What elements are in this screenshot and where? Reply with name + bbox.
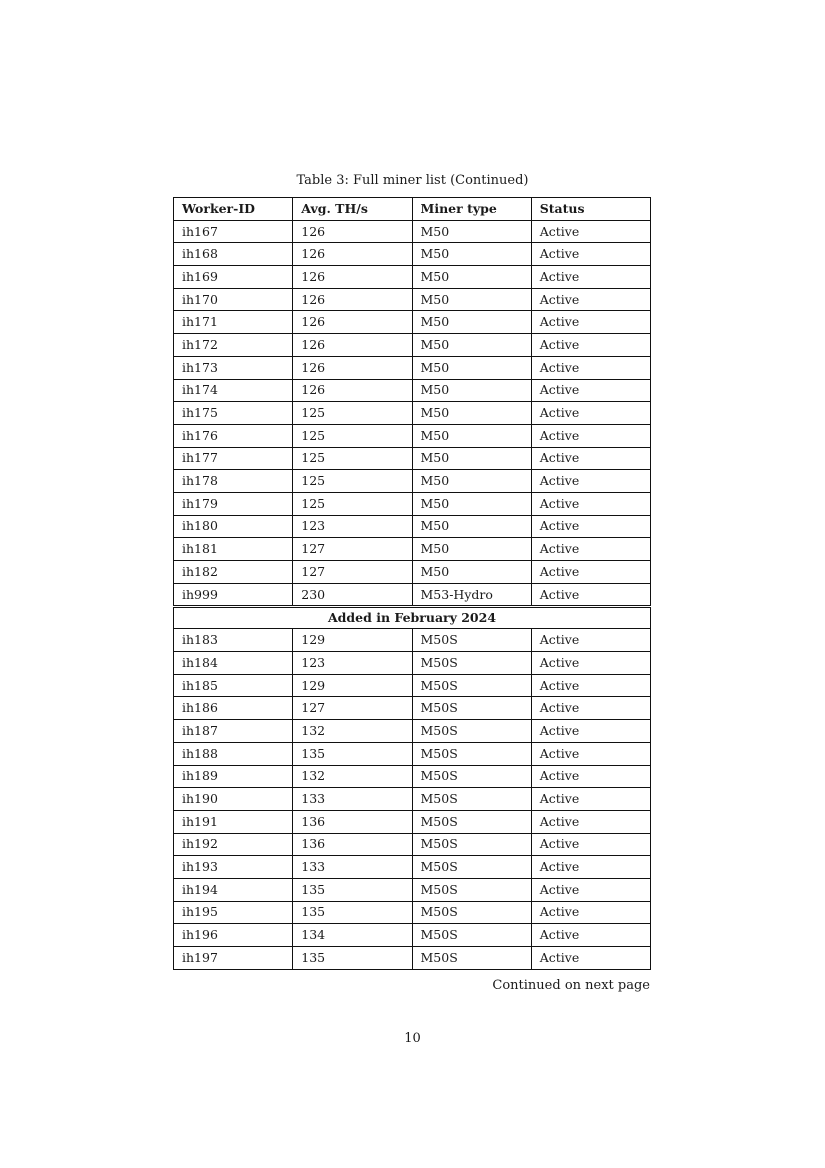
status-cell: Active xyxy=(531,652,650,675)
table-row xyxy=(174,243,651,266)
status-cell: Active xyxy=(531,901,650,924)
avg-ths-cell: 135 xyxy=(293,742,412,765)
worker-id-cell: ih186 xyxy=(174,697,293,720)
table-body-february xyxy=(174,629,651,969)
miner-type-cell: M50 xyxy=(412,424,531,447)
status-cell: Active xyxy=(531,515,650,538)
miner-type-cell: M50 xyxy=(412,220,531,243)
status-cell: Active xyxy=(531,266,650,289)
avg-ths-cell: 136 xyxy=(293,833,412,856)
status-cell: Active xyxy=(531,924,650,947)
miner-table xyxy=(173,197,651,970)
section-label: Added in February 2024 xyxy=(174,608,651,629)
status-cell: Active xyxy=(531,788,650,811)
status-cell: Active xyxy=(531,243,650,266)
avg-ths-cell: 126 xyxy=(293,243,412,266)
header-avg-ths: Avg. TH/s xyxy=(293,198,412,221)
table-row xyxy=(174,924,651,947)
table-body-main xyxy=(174,220,651,606)
miner-type-cell: M50S xyxy=(412,833,531,856)
status-cell: Active xyxy=(531,470,650,493)
avg-ths-cell: 126 xyxy=(293,220,412,243)
avg-ths-cell: 126 xyxy=(293,379,412,402)
avg-ths-cell: 129 xyxy=(293,674,412,697)
avg-ths-cell: 126 xyxy=(293,311,412,334)
worker-id-cell: ih176 xyxy=(174,424,293,447)
miner-type-cell: M50S xyxy=(412,765,531,788)
miner-type-cell: M50 xyxy=(412,470,531,493)
status-cell: Active xyxy=(531,878,650,901)
table-row xyxy=(174,856,651,879)
worker-id-cell: ih187 xyxy=(174,720,293,743)
avg-ths-cell: 133 xyxy=(293,788,412,811)
worker-id-cell: ih171 xyxy=(174,311,293,334)
table-row xyxy=(174,697,651,720)
avg-ths-cell: 125 xyxy=(293,492,412,515)
worker-id-cell: ih194 xyxy=(174,878,293,901)
worker-id-cell: ih189 xyxy=(174,765,293,788)
avg-ths-cell: 127 xyxy=(293,538,412,561)
status-cell: Active xyxy=(531,424,650,447)
section-row xyxy=(174,608,651,629)
table-row xyxy=(174,833,651,856)
status-cell: Active xyxy=(531,379,650,402)
avg-ths-cell: 127 xyxy=(293,561,412,584)
table-row xyxy=(174,878,651,901)
table-row xyxy=(174,583,651,606)
table-row xyxy=(174,288,651,311)
status-cell: Active xyxy=(531,629,650,652)
table-row xyxy=(174,674,651,697)
table-row xyxy=(174,402,651,425)
miner-type-cell: M50 xyxy=(412,288,531,311)
table-row xyxy=(174,742,651,765)
status-cell: Active xyxy=(531,765,650,788)
miner-type-cell: M50S xyxy=(412,947,531,970)
avg-ths-cell: 134 xyxy=(293,924,412,947)
table-row xyxy=(174,765,651,788)
avg-ths-cell: 127 xyxy=(293,697,412,720)
table-row xyxy=(174,447,651,470)
worker-id-cell: ih184 xyxy=(174,652,293,675)
status-cell: Active xyxy=(531,856,650,879)
status-cell: Active xyxy=(531,561,650,584)
status-cell: Active xyxy=(531,402,650,425)
status-cell: Active xyxy=(531,810,650,833)
worker-id-cell: ih999 xyxy=(174,583,293,606)
table-header-row xyxy=(174,198,651,221)
miner-type-cell: M50S xyxy=(412,810,531,833)
worker-id-cell: ih182 xyxy=(174,561,293,584)
worker-id-cell: ih192 xyxy=(174,833,293,856)
miner-type-cell: M50S xyxy=(412,652,531,675)
worker-id-cell: ih174 xyxy=(174,379,293,402)
miner-type-cell: M50S xyxy=(412,788,531,811)
worker-id-cell: ih195 xyxy=(174,901,293,924)
status-cell: Active xyxy=(531,220,650,243)
table-row xyxy=(174,629,651,652)
avg-ths-cell: 123 xyxy=(293,515,412,538)
avg-ths-cell: 133 xyxy=(293,856,412,879)
miner-type-cell: M50 xyxy=(412,561,531,584)
table-row xyxy=(174,311,651,334)
miner-type-cell: M50 xyxy=(412,266,531,289)
table-row xyxy=(174,810,651,833)
table-row xyxy=(174,901,651,924)
avg-ths-cell: 136 xyxy=(293,810,412,833)
worker-id-cell: ih177 xyxy=(174,447,293,470)
status-cell: Active xyxy=(531,947,650,970)
table-row xyxy=(174,379,651,402)
table-caption: Table 3: Full miner list (Continued) xyxy=(296,173,529,188)
avg-ths-cell: 126 xyxy=(293,356,412,379)
miner-type-cell: M50 xyxy=(412,447,531,470)
table-row xyxy=(174,470,651,493)
worker-id-cell: ih183 xyxy=(174,629,293,652)
avg-ths-cell: 132 xyxy=(293,765,412,788)
miner-type-cell: M50S xyxy=(412,720,531,743)
miner-type-cell: M50 xyxy=(412,538,531,561)
header-status: Status xyxy=(531,198,650,221)
worker-id-cell: ih188 xyxy=(174,742,293,765)
status-cell: Active xyxy=(531,288,650,311)
status-cell: Active xyxy=(531,833,650,856)
worker-id-cell: ih181 xyxy=(174,538,293,561)
status-cell: Active xyxy=(531,720,650,743)
avg-ths-cell: 135 xyxy=(293,901,412,924)
avg-ths-cell: 125 xyxy=(293,402,412,425)
table-row xyxy=(174,220,651,243)
avg-ths-cell: 135 xyxy=(293,878,412,901)
header-miner-type: Miner type xyxy=(412,198,531,221)
avg-ths-cell: 125 xyxy=(293,424,412,447)
miner-type-cell: M50S xyxy=(412,674,531,697)
table-row xyxy=(174,947,651,970)
table-row xyxy=(174,515,651,538)
worker-id-cell: ih168 xyxy=(174,243,293,266)
worker-id-cell: ih178 xyxy=(174,470,293,493)
worker-id-cell: ih185 xyxy=(174,674,293,697)
worker-id-cell: ih197 xyxy=(174,947,293,970)
table-row xyxy=(174,720,651,743)
status-cell: Active xyxy=(531,447,650,470)
miner-type-cell: M50 xyxy=(412,492,531,515)
status-cell: Active xyxy=(531,674,650,697)
status-cell: Active xyxy=(531,334,650,357)
miner-type-cell: M50S xyxy=(412,697,531,720)
worker-id-cell: ih180 xyxy=(174,515,293,538)
table-row xyxy=(174,266,651,289)
miner-type-cell: M50 xyxy=(412,379,531,402)
table-row xyxy=(174,538,651,561)
avg-ths-cell: 123 xyxy=(293,652,412,675)
status-cell: Active xyxy=(531,492,650,515)
continued-note: Continued on next page xyxy=(492,978,650,993)
miner-type-cell: M50 xyxy=(412,515,531,538)
miner-type-cell: M50S xyxy=(412,856,531,879)
worker-id-cell: ih179 xyxy=(174,492,293,515)
table-row xyxy=(174,492,651,515)
miner-type-cell: M50 xyxy=(412,402,531,425)
avg-ths-cell: 129 xyxy=(293,629,412,652)
table-row xyxy=(174,334,651,357)
miner-type-cell: M50S xyxy=(412,878,531,901)
worker-id-cell: ih173 xyxy=(174,356,293,379)
worker-id-cell: ih172 xyxy=(174,334,293,357)
miner-type-cell: M50S xyxy=(412,901,531,924)
status-cell: Active xyxy=(531,697,650,720)
avg-ths-cell: 126 xyxy=(293,266,412,289)
avg-ths-cell: 135 xyxy=(293,947,412,970)
miner-type-cell: M50S xyxy=(412,629,531,652)
avg-ths-cell: 230 xyxy=(293,583,412,606)
status-cell: Active xyxy=(531,583,650,606)
header-worker-id: Worker-ID xyxy=(174,198,293,221)
table-row xyxy=(174,652,651,675)
miner-type-cell: M50 xyxy=(412,356,531,379)
miner-type-cell: M50 xyxy=(412,334,531,357)
avg-ths-cell: 126 xyxy=(293,288,412,311)
worker-id-cell: ih167 xyxy=(174,220,293,243)
avg-ths-cell: 132 xyxy=(293,720,412,743)
status-cell: Active xyxy=(531,538,650,561)
worker-id-cell: ih196 xyxy=(174,924,293,947)
worker-id-cell: ih191 xyxy=(174,810,293,833)
miner-type-cell: M50 xyxy=(412,243,531,266)
table-row xyxy=(174,424,651,447)
avg-ths-cell: 125 xyxy=(293,447,412,470)
worker-id-cell: ih190 xyxy=(174,788,293,811)
status-cell: Active xyxy=(531,356,650,379)
table-body-section xyxy=(174,606,651,629)
status-cell: Active xyxy=(531,311,650,334)
miner-type-cell: M50S xyxy=(412,924,531,947)
worker-id-cell: ih170 xyxy=(174,288,293,311)
avg-ths-cell: 126 xyxy=(293,334,412,357)
table-row xyxy=(174,561,651,584)
table-row xyxy=(174,788,651,811)
miner-type-cell: M53-Hydro xyxy=(412,583,531,606)
page-number: 10 xyxy=(404,1031,421,1046)
miner-type-cell: M50S xyxy=(412,742,531,765)
worker-id-cell: ih193 xyxy=(174,856,293,879)
status-cell: Active xyxy=(531,742,650,765)
table-row xyxy=(174,356,651,379)
avg-ths-cell: 125 xyxy=(293,470,412,493)
miner-type-cell: M50 xyxy=(412,311,531,334)
worker-id-cell: ih175 xyxy=(174,402,293,425)
worker-id-cell: ih169 xyxy=(174,266,293,289)
